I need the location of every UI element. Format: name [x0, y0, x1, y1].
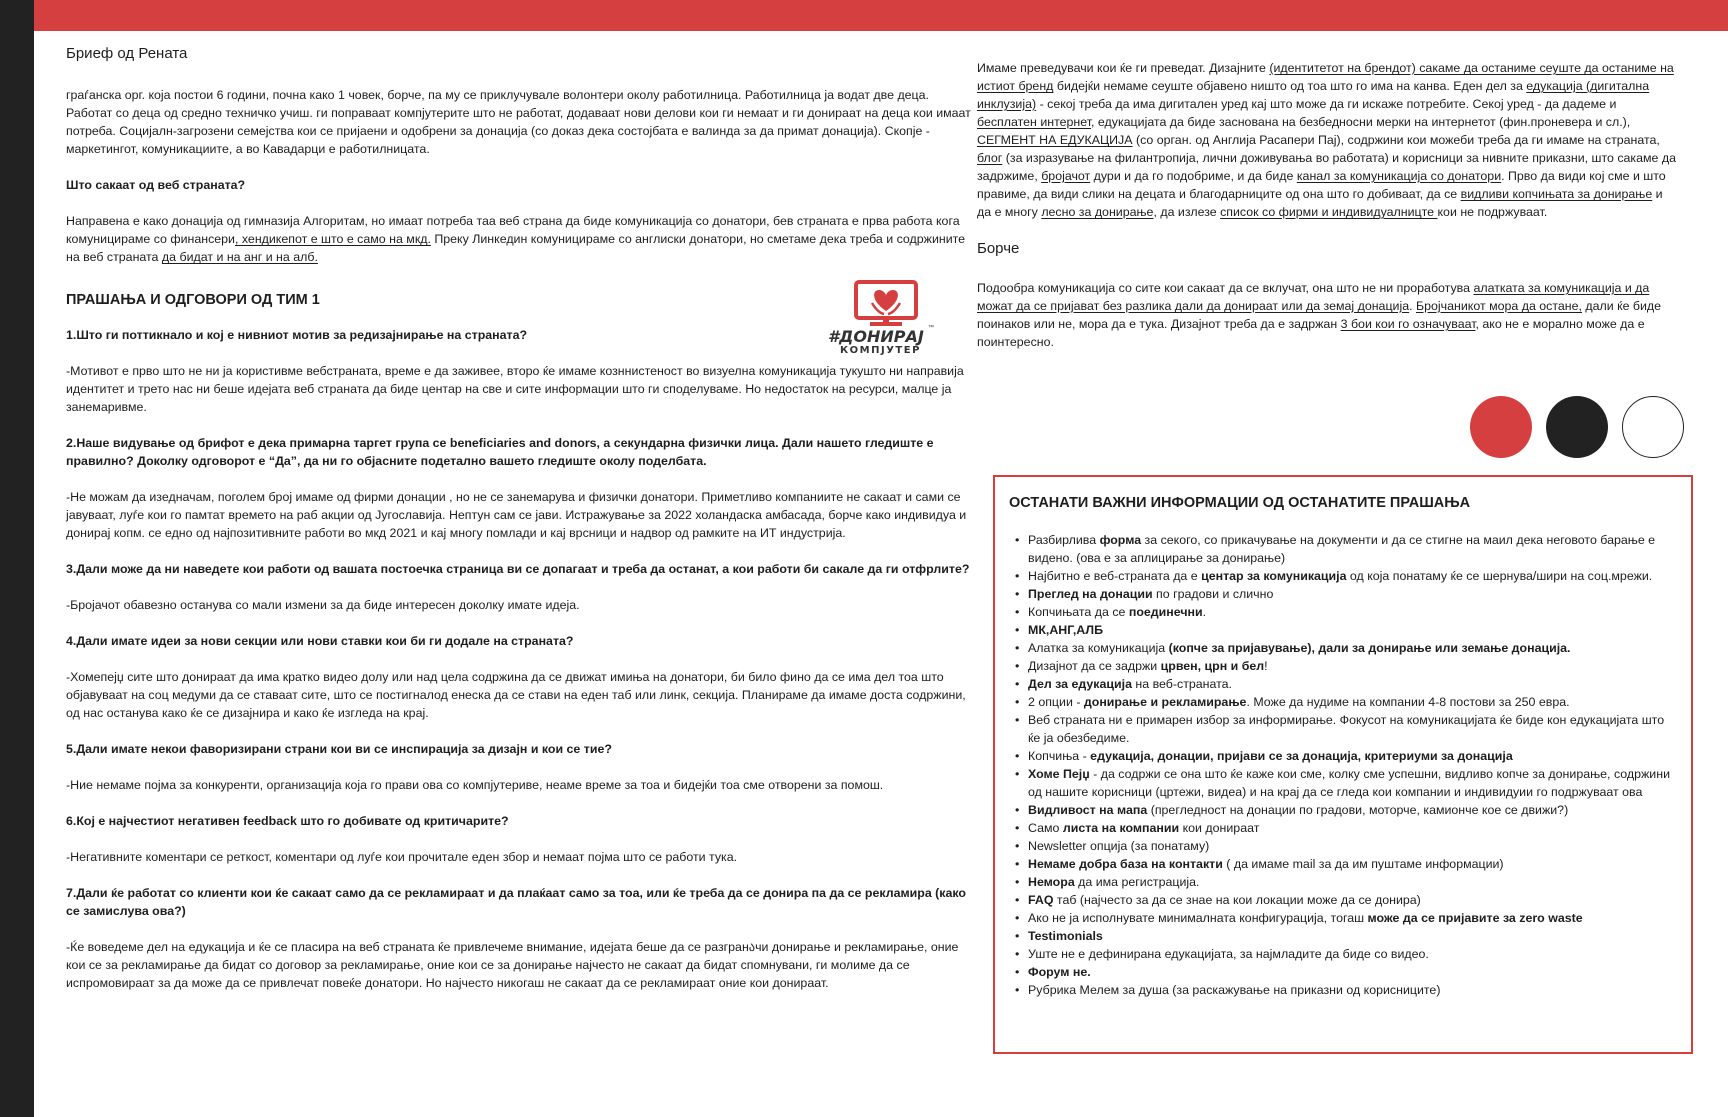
bold-text: Хоме Пејџ	[1028, 767, 1090, 781]
section-heading	[977, 239, 1677, 259]
bold-text: Видливост на мапа	[1028, 803, 1148, 817]
list-item	[1009, 531, 1677, 567]
text-run: .	[1409, 299, 1417, 313]
list-item	[1009, 675, 1677, 693]
bold-text: Преглед на донации	[1028, 587, 1153, 601]
text-run: бидејќи немаме сеуште објавено ништо од тоа што го има на канва. Еден дел за	[1053, 79, 1527, 93]
paragraph	[977, 59, 1677, 221]
text-run: Имаме преведувачи кои ќе ги преведат. Дизајните	[977, 61, 1270, 75]
question	[66, 740, 971, 758]
paragraph	[66, 362, 971, 416]
question	[66, 812, 971, 830]
paragraph	[66, 776, 971, 794]
text-run: дали ќе биде поинаков или не, мора да е тука. Дизајнот треба да е задржан	[977, 299, 1662, 331]
list-item	[1009, 639, 1677, 657]
text-run: по градови и слично	[1152, 587, 1274, 601]
text-run: Најбитно е веб-страната да е	[1028, 569, 1202, 583]
paragraph	[66, 848, 971, 866]
list-item	[1009, 837, 1677, 855]
list-item	[1009, 891, 1677, 909]
text-run: Борче	[977, 240, 1020, 257]
text-run: на веб-страната.	[1131, 677, 1233, 691]
palette-circle-red	[1470, 396, 1532, 458]
text-run: граѓанска орг. која постои 6 години, почна како 1 човек, борче, па му се приклучувале волонтери околу работилница. Работилница ја водат две деца. Работат со деца од средно техничко учиш. ги поправаат компјутерите што не работат, додаваат нови делови кои ги немаат и ги донираат на деца кои имаат потреба. Социјалн-загрозени семејства кои се пријаени и одобрени за донација (со доказ дека состојбата е валинда за да примат донација). Скопје - маркетингот, комуникациите, а во Кавадарци е работилницата.	[66, 88, 971, 156]
list-item	[1009, 945, 1677, 963]
list-item	[1009, 693, 1677, 711]
bold-text: Немаме добра база на контакти	[1028, 857, 1223, 871]
bold-text: Testimonials	[1028, 929, 1103, 943]
bold-text: Немора	[1028, 875, 1075, 889]
palette-circle-black	[1546, 396, 1608, 458]
text-run: дури и да го подобриме, и да биде	[1090, 169, 1297, 183]
question	[66, 434, 971, 470]
list-item	[1009, 657, 1677, 675]
logo-text-bottom: КОМПЈУТЕР	[840, 345, 921, 355]
text-run: Направена е како донација од гимназија Алгоритам, но имаат потреба таа веб страна да биде комуникација со донатори, бев страната е прва работа кога комуницираме со финансери	[66, 214, 960, 246]
bold-text: листа на компании	[1062, 821, 1180, 835]
left-dark-strip	[0, 0, 34, 1117]
text-run: (прегледност на донации по градови, моторче, камионче кое се движи?)	[1147, 803, 1569, 817]
bold-text: форма	[1099, 533, 1142, 547]
bold-text: може да се пријавите за zero waste	[1367, 911, 1583, 925]
color-palette	[1470, 396, 1684, 460]
text-run: Ако не ја исполнувате минималната конфигурација, тогаш	[1028, 911, 1368, 925]
paragraph	[66, 668, 971, 722]
text-run: , да излезе	[1153, 205, 1221, 219]
paragraph	[66, 938, 971, 992]
text-run: -Ќе воведеме дел на едукација и ќе се пласира на веб страната ќе привлечеме внимание, идејата беше да се разгранაчи донирање и рекламирање, оние кои се за рекламирање да бидат со договор за рекламирање, оние кои се за донирање најчесто не сакаат да бидат спомнувани, ги молиме да се испромовираат за да може да се привлечат повеќе донатори. Но најчесто никогаш не сакаат да се рекламираат оние кои донираат.	[66, 940, 959, 990]
list-item	[1009, 855, 1677, 873]
text-run: !	[1264, 659, 1268, 673]
list-item	[1009, 927, 1677, 945]
list-item	[1009, 711, 1677, 747]
important-info-box	[993, 475, 1693, 1054]
text-run: Алатка за комуникација	[1028, 641, 1169, 655]
underlined-text: Бројчаникот мора да остане,	[1416, 299, 1582, 313]
bold-text: Форум не.	[1028, 965, 1091, 979]
underlined-text: да бидат и на анг и на алб.	[161, 250, 318, 264]
list-item	[1009, 981, 1677, 999]
text-run: . Прво да види кој сме и што правиме, да види слики на децата и благодарниците од она што го добиваат, да се	[977, 169, 1666, 201]
text-run: Newsletter опција (за понатаму)	[1028, 839, 1210, 853]
text-run: , едукацијата да биде заснована на безбедносни мерки на интернетот (фин.проневера и сл.),	[1091, 115, 1631, 129]
bold-text: МК,АНГ,АЛБ	[1028, 623, 1103, 637]
text-run: Рубрика Мелем за душа (за раскажување на приказни од корисниците)	[1028, 983, 1441, 997]
list-item	[1009, 801, 1677, 819]
underlined-text: 3 бои кои го означуваат	[1340, 317, 1476, 331]
text-run: -Хомепејџ сите што донираат да има кратко видео долу или над цела содржина да се движат имиња на донатори, би било фино да се има дел тоа што објавуваат на соц медуми да се ставаат сите, што се постигналод енеска да се стави на еден таб или линк, секција. Планираме да имаме доста содржини, од нас останува како ќе се дизајнира и како ќе изгледа на крај.	[66, 670, 966, 720]
bold-text: центар за комуникација	[1201, 569, 1347, 583]
list-item	[1009, 819, 1677, 837]
right-column	[977, 59, 1677, 369]
question	[66, 176, 971, 194]
list-item	[1009, 747, 1677, 765]
question	[66, 560, 971, 578]
text-run: -Бројачот обавезно останува со мали измени за да биде интересен доколку имате идеја.	[66, 598, 580, 612]
text-run: Само	[1028, 821, 1063, 835]
text-run: Подообра комуникација со сите кои сакаат да се вклучат, она што не ни проработува	[977, 281, 1474, 295]
list-item	[1009, 567, 1677, 585]
text-run: -Мотивот е прво што не ни ја користивме вебстраната, време е да заживее, второ ќе имаме козннистеност во визуелна комуникација тукушто ни направија идентитет и трето нас ни беше идејата веб страната да биде центар на све и сите информации што ги споделуваме. Но недостаток на ресурси, малце ја занемаривме.	[66, 364, 964, 414]
palette-circle-white	[1622, 396, 1684, 458]
paragraph	[66, 212, 971, 266]
list-item	[1009, 873, 1677, 891]
bold-text: Дел за едукација	[1028, 677, 1132, 691]
text-run: Копчињата да се	[1028, 605, 1129, 619]
paragraph	[977, 279, 1677, 351]
donate-computer-logo	[826, 279, 938, 355]
text-run: . Може да нудиме на компании 4-8 постови за 250 евра.	[1246, 695, 1570, 709]
text-run: кои не подржуваат.	[1437, 205, 1548, 219]
text-run: 3.Дали може да ни наведете кои работи од вашата постоечка страница ви се допагаат и треба да останат, а кои работи би сакале да ги отфрлите?	[66, 562, 970, 576]
text-run: (за изразување на филантропија, лични доживувања во работата) и корисници за нивните приказни, што сакаме да задржиме,	[977, 151, 1676, 183]
bold-text: (копче за пријавување), дали за донирање или земање донација.	[1168, 641, 1571, 655]
underlined-text: СЕГМЕНТ НА ЕДУКАЦИЈА	[977, 133, 1133, 147]
bold-text: FAQ	[1028, 893, 1054, 907]
text-run: ПРАШАЊА И ОДГОВОРИ ОД ТИМ 1	[66, 292, 320, 308]
text-run: ( да имаме mail за да им пуштаме информации)	[1222, 857, 1504, 871]
text-run: (со орган. од Англија Расапери Пај), содржини кои можеби треба да ги имаме на страната,	[1132, 133, 1660, 147]
underlined-text: (идентитетот на брендот) сакаме да останиме сеуште да останиме на истиот бренд	[977, 61, 1674, 93]
text-run: - да содржи се она што ќе каже кои сме, колку сме успешни, видливо копче за донирање, содржини од нашите корисници (цртежи, видеа) и на крај да се гледа кои компании и индивидуии го подржуваат ова	[1028, 767, 1670, 799]
right-content	[977, 59, 1677, 351]
text-run: Уште не е дефинирана едукацијата, за најмладите да биде со видео.	[1028, 947, 1429, 961]
text-run: да има регистрација.	[1074, 875, 1200, 889]
text-run: 6.Кој е најчестиот негативен feedback што го добивате од критичарите?	[66, 814, 509, 828]
bold-text: едукација, донации, пријави се за донација, критериуми за донација	[1090, 749, 1513, 763]
text-run: - секој треба да има дигитален уред кај што може да ги искаже потребите. Секој уред - да дадеме и	[1036, 97, 1617, 111]
text-run: таб (најчесто за да се знае на кои локации може да се донира)	[1053, 893, 1421, 907]
underlined-text: канал за комуникација со донатори	[1296, 169, 1502, 183]
question	[66, 632, 971, 650]
underlined-text: , хендикепот е што е само на мкд.	[234, 232, 431, 246]
logo-text-top: #ДОНИРАЈ	[828, 327, 924, 346]
text-run: -Ние немаме појма за конкуренти, организација која го прави ова со компјутериве, неаме време за тоа и бидејќи тоа сме отворени за помош.	[66, 778, 884, 792]
list-item	[1009, 909, 1677, 927]
text-run: 7.Дали ќе работат со клиенти кои ќе сакаат само да се рекламираат и да плаќаат само за тоа, или ќе треба да се донира па да се рекламира (како се замислува ова?)	[66, 886, 966, 918]
left-content	[66, 86, 971, 992]
list-item	[1009, 621, 1677, 639]
list-item	[1009, 765, 1677, 801]
underlined-text: видливи копчињата за донирање	[1460, 187, 1653, 201]
text-run: 5.Дали имате некои фаворизирани страни кои ви се инспирација за дизајн и кои се тие?	[66, 742, 612, 756]
monitor-heart-hands-icon	[826, 279, 938, 355]
text-run: 4.Дали имате идеи за нови секции или нови ставки кои би ги додале на страната?	[66, 634, 574, 648]
text-run: од која понатаму ќе се шернува/шири на соц.мрежи.	[1346, 569, 1653, 583]
text-run: 2 опции -	[1028, 695, 1084, 709]
text-run: Што сакаат од веб страната?	[66, 178, 246, 192]
paragraph	[66, 596, 971, 614]
logo-tm: ™	[928, 325, 934, 331]
bold-text: донирање и рекламирање	[1083, 695, 1247, 709]
important-info-list	[1009, 531, 1677, 999]
underlined-text: блог	[977, 151, 1003, 165]
list-item	[1009, 585, 1677, 603]
text-run: Веб страната ни е примарен избор за информирање. Фокусот на комуникацијата ќе биде кон едукацијата што ќе ја обезбедиме.	[1028, 713, 1665, 745]
text-run: 2.Наше видување од брифот е дека примарна таргет група се beneficiaries and donors, а секундарна физички лица. Дали нашето гледиште е правилно? Доколку одговорот е “Да”, да ни го објасните подетално вашето гледиште околу поделбата.	[66, 436, 934, 468]
text-run: кои донираат	[1179, 821, 1260, 835]
underlined-text: лесно за донирање	[1041, 205, 1154, 219]
text-run: 1.Што ги поттикнало и кој е нивниот мотив за редизајнирање на страната?	[66, 328, 528, 342]
bold-text: црвен, црн и бел	[1160, 659, 1265, 673]
text-run: .	[1202, 605, 1207, 619]
text-run: за секого, со прикачување на документи и да се стигне на маил дека неговото барање е видено. (ова е за аплицирање за донирање)	[1028, 533, 1656, 565]
question	[66, 884, 971, 920]
underlined-text: бројачот	[1041, 169, 1091, 183]
text-run: Разбирлива	[1028, 533, 1100, 547]
text-run: Дизајнот да се задржи	[1028, 659, 1161, 673]
underlined-text: алатката за комуникација и да можат да се пријават без разлика дали да донираат или да земај донација	[977, 281, 1650, 313]
text-run: и да е многу	[977, 187, 1663, 219]
list-item	[1009, 963, 1677, 981]
text-run: -Не можам да изедначам, поголем број имаме од фирми донации , но не се занемарува и физички донатори. Приметливо компаниите не сакаат и сами се јавуваат, луѓе кои го памтат времето на раб акции од Југославија. Нептун сам се јави. Истражување за 2022 холандаска амбасада, борче како индивидуа и донирај копм. се едно од најпозитивните работи во мкд 2021 и кај многу помлади и кај врсници и надвор од рамките на ИТ индустрија.	[66, 490, 967, 540]
underlined-text: список со фирми и индивидуалницте	[1220, 205, 1438, 219]
bold-text: поединечни	[1128, 605, 1203, 619]
left-column	[66, 44, 971, 1010]
text-run: Преку Линкедин комуницираме со англиски донатори, но сметаме дека треба и содржините на веб страната	[66, 232, 966, 264]
underlined-text: едукација (дигитална инклузија)	[977, 79, 1650, 111]
paragraph	[66, 488, 971, 542]
underlined-text: бесплатен интернет	[977, 115, 1092, 129]
box-title: ОСТАНАТИ ВАЖНИ ИНФОРМАЦИИ ОД ОСТАНАТИТЕ ПРАШАЊА	[1009, 495, 1471, 511]
text-run: , ако не е морално може да е поинтересно.	[977, 317, 1645, 349]
top-red-bar	[34, 0, 1728, 31]
list-item	[1009, 603, 1677, 621]
text-run: -Негативните коментари се реткост, коментари од луѓе кои прочитале еден збор и немаат појма што се работи тука.	[66, 850, 738, 864]
text-run: Копчиња -	[1028, 749, 1091, 763]
brief-title: Бриеф од Рената	[66, 45, 188, 62]
paragraph	[66, 86, 971, 158]
